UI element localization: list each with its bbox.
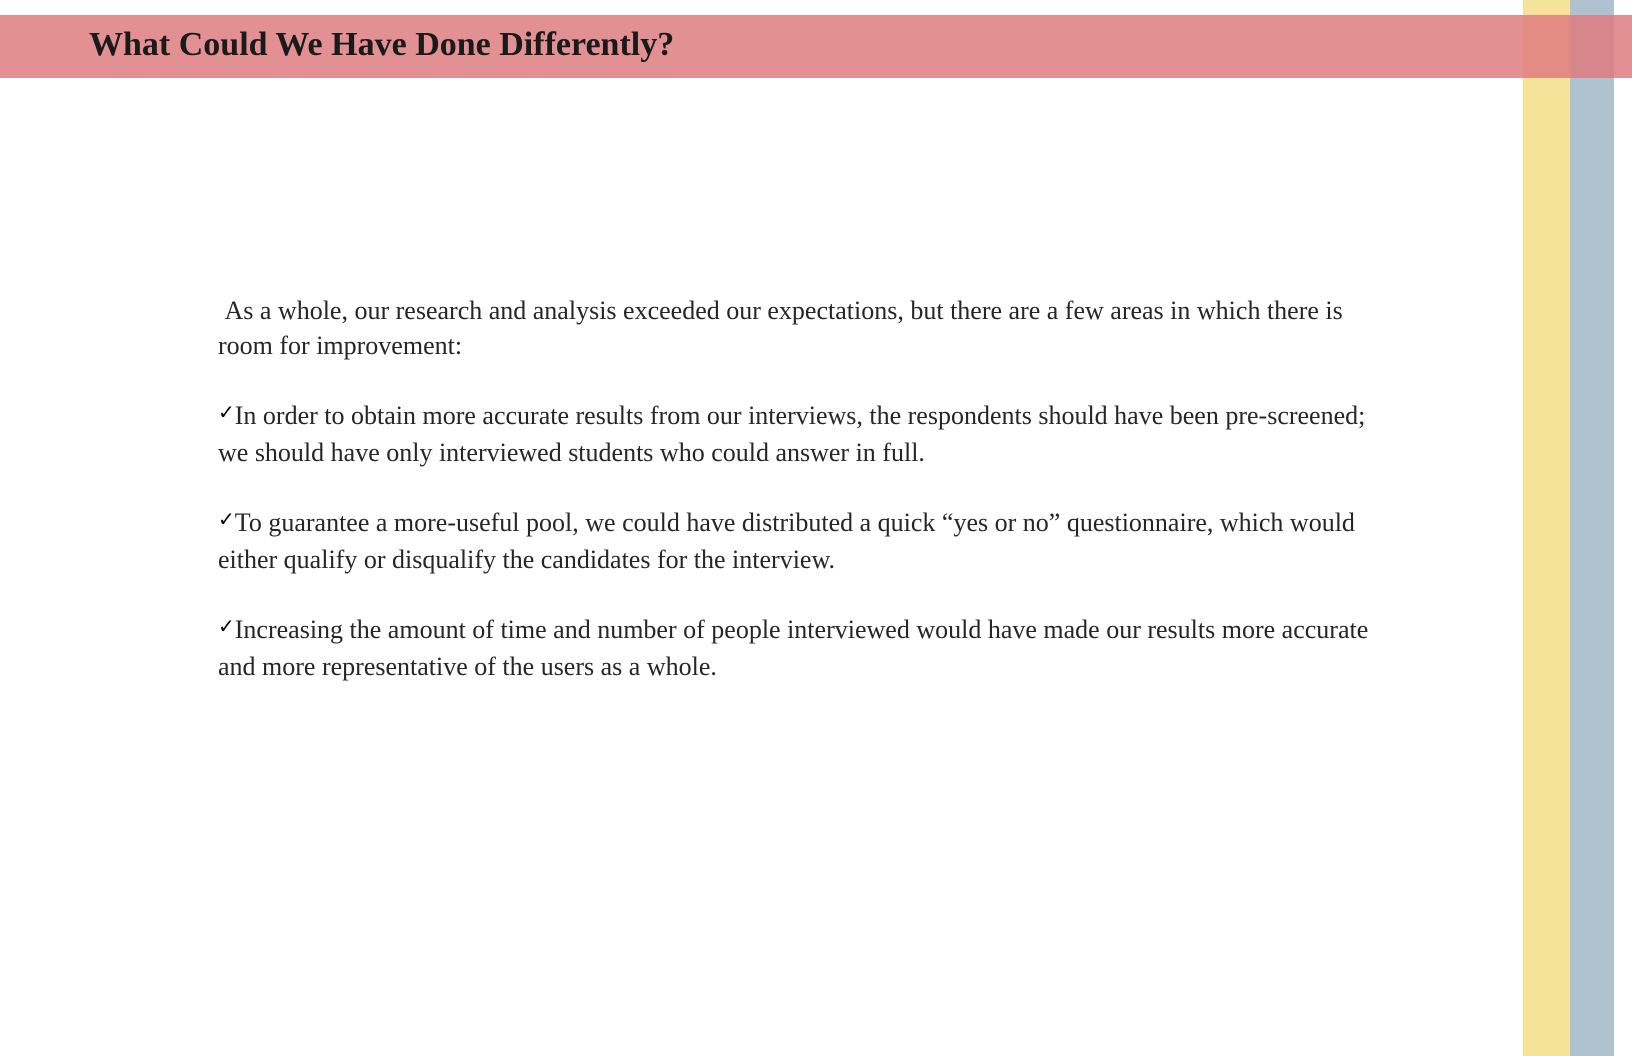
bullet-item bbox=[218, 505, 1393, 577]
bullet-item bbox=[218, 612, 1393, 684]
bullet-text: In order to obtain more accurate results from our interviews, the respondents should have been pre-screened; we should have only interviewed students who could answer in full. bbox=[218, 401, 1366, 467]
check-icon: ✓ bbox=[218, 400, 235, 424]
check-icon: ✓ bbox=[218, 614, 235, 638]
bullet-item bbox=[218, 398, 1393, 470]
bullet-text: Increasing the amount of time and number of people interviewed would have made our results more accurate and more representative of the users as a whole. bbox=[218, 615, 1369, 681]
intro-paragraph: As a whole, our research and analysis exceeded our expectations, but there are a few areas in which there is room for improvement: bbox=[218, 296, 1343, 360]
bullet-text: To guarantee a more-useful pool, we could have distributed a quick “yes or no” questionnaire, which would either qualify or disqualify the candidates for the interview. bbox=[218, 508, 1355, 574]
check-icon: ✓ bbox=[218, 507, 235, 531]
slide-title: What Could We Have Done Differently? bbox=[89, 26, 675, 63]
decorative-blue-stripe bbox=[1570, 0, 1614, 1056]
decorative-yellow-stripe bbox=[1523, 0, 1570, 1056]
slide-body bbox=[218, 293, 1393, 719]
